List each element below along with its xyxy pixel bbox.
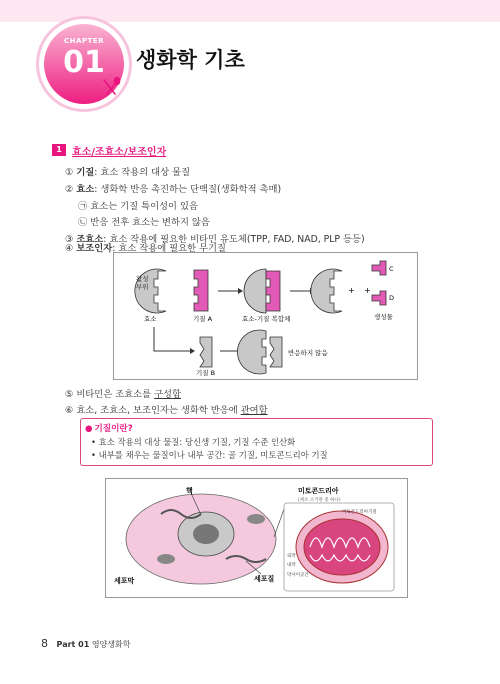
substrate-b-mismatch-shape	[270, 337, 282, 367]
enzyme-label: 효소	[144, 315, 157, 323]
mitochondria-subtitle: (세포 소기관 중 하나)	[298, 498, 341, 503]
products-label: 생성물	[374, 313, 393, 321]
product-d-shape	[372, 291, 386, 305]
enzyme-b-shape	[237, 330, 266, 374]
list-item: ⑥ 효소, 조효소, 보조인자는 생화학 반응에 관여함	[65, 405, 268, 416]
intermembrane-label: 막사이공간	[287, 573, 309, 578]
cell-diagram	[105, 478, 408, 598]
list-item: ② 효소: 생화학 반응 촉진하는 단백질(생화학적 촉매)	[65, 184, 282, 195]
released-enzyme-shape	[311, 269, 342, 313]
substrate-b-shape	[200, 337, 212, 367]
membrane-label: 세포막	[114, 577, 135, 585]
complex-enzyme-shape	[244, 269, 266, 313]
page-footer	[41, 637, 130, 650]
substrate-callout	[80, 418, 433, 466]
arrow-head	[238, 288, 243, 294]
matrix-label: 미토콘드리아기질	[342, 510, 377, 515]
list-item: ㉠ 효소는 기질 특이성이 있음	[78, 201, 198, 212]
callout-item: • 효소 작용의 대상 물질: 당신생 기질, 기질 수준 인산화	[91, 437, 296, 447]
organelle-shape	[247, 514, 265, 524]
list-item: ③ 조효소: 효소 작용에 필요한 비타민 유도체(TPP, FAD, NAD, PLP 등등)	[65, 234, 365, 245]
callout-item: • 내부를 채우는 물질이나 내부 공간: 골 기질, 미토콘드리아 기질	[91, 450, 328, 460]
chapter-label: CHAPTER	[64, 37, 104, 45]
chapter-number: 01	[63, 45, 105, 80]
arrow-head	[190, 348, 195, 354]
cell-illustration	[106, 479, 407, 597]
pink-dot-icon: ●	[85, 424, 93, 434]
substrate-a-label: 기질 A	[193, 315, 213, 323]
complex-substrate-shape	[266, 271, 280, 311]
list-item: ⑤ 비타민은 조효소를 구성함	[65, 389, 182, 400]
no-reaction-label: 반응하지 않음	[288, 349, 328, 357]
enzyme-substrate-diagram	[114, 253, 417, 379]
plus-sign-2: +	[364, 286, 371, 295]
list-item: ④ 보조인자: 효소 작용에 필요한 무기질	[65, 243, 226, 254]
callout-title: ● 기질이란?	[85, 424, 133, 434]
part-label: Part 01	[56, 640, 90, 649]
product-d-label: D	[389, 294, 395, 302]
nucleus-label: 핵	[186, 487, 193, 495]
subject-label: 영양생화학	[91, 640, 131, 649]
nucleolus-shape	[193, 524, 219, 544]
outer-membrane-label: 외막	[287, 554, 296, 559]
complex-label: 효소-기질 복합체	[242, 315, 291, 323]
section-number: 1	[52, 144, 66, 156]
mitochondria-title: 미토콘드리아	[298, 487, 339, 495]
enzyme-diagram	[113, 252, 418, 380]
chapter-title: 생화학 기초	[136, 48, 245, 72]
product-c-shape	[372, 261, 386, 275]
substrate-a-shape	[194, 270, 208, 311]
list-item: ㉡ 반응 전후 효소는 변하지 않음	[78, 217, 210, 228]
substrate-b-label: 기질 B	[196, 369, 216, 377]
cytoplasm-label: 세포질	[254, 575, 275, 583]
connector-line	[154, 327, 190, 351]
list-item: ① 기질: 효소 작용의 대상 물질	[65, 167, 191, 178]
section-title: 효소/조효소/보조인자	[72, 146, 167, 158]
inner-membrane-label: 내막	[287, 563, 296, 568]
section-header	[52, 143, 166, 157]
page-number: 8	[41, 637, 48, 650]
plus-sign: +	[348, 286, 355, 295]
product-c-label: C	[389, 265, 394, 273]
pointer-line	[274, 509, 284, 537]
active-site-label: 활성 부위	[136, 275, 149, 291]
fork-spoon-icon	[100, 76, 122, 98]
organelle-shape	[157, 554, 175, 564]
mitochondria-inner	[304, 519, 380, 575]
